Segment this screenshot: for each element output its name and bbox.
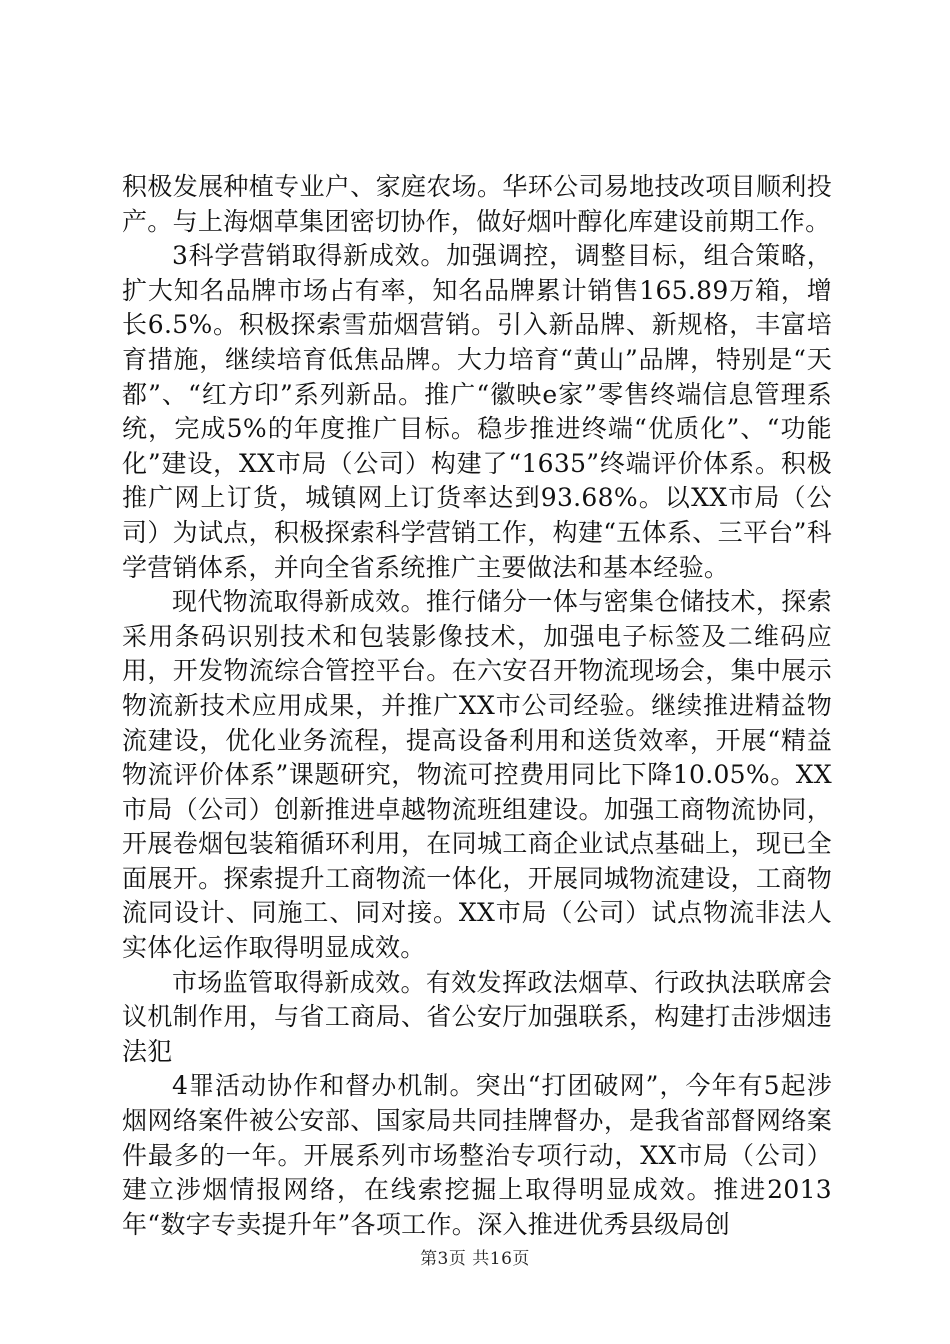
document-body bbox=[122, 170, 832, 1242]
page-footer: 第3页 共16页 bbox=[420, 1249, 530, 1269]
paragraph-5: 4罪活动协作和督办机制。突出“打团破网”，今年有5起涉烟网络案件被公安部、国家局共同挂牌督办，是我省部督网络案件最多的一年。开展系列市场整治专项行动，XX市局（公司）建立涉烟情报网络，在线索挖掘上取得明显成效。推进2013年“数字专卖提升年”各项工作。深入推进优秀县级局创 bbox=[122, 1071, 832, 1239]
paragraph-1: 积极发展种植专业户、家庭农场。华环公司易地技改项目顺利投产。与上海烟草集团密切协作，做好烟叶醇化库建设前期工作。 bbox=[122, 172, 832, 236]
paragraph-4: 市场监管取得新成效。有效发挥政法烟草、行政执法联席会议机制作用，与省工商局、省公安厅加强联系，构建打击涉烟违法犯 bbox=[122, 967, 832, 1066]
paragraph-2: 3科学营销取得新成效。加强调控，调整目标，组合策略，扩大知名品牌市场占有率，知名品牌累计销售165.89万箱，增长6.5%。积极探索雪茄烟营销。引入新品牌、新规格，丰富培育措施，继续培育低焦品牌。大力培育“黄山”品牌，特别是“天都”、“红方印”系列新品。推广“徽映e家”零售终端信息管理系统，完成5%的年度推广目标。稳步推进终端“优质化”、“功能化”建设，XX市局（公司）构建了“1635”终端评价体系。积极推广网上订货，城镇网上订货率达到93.68%。以XX市局（公司）为试点，积极探索科学营销工作，构建“五体系、三平台”科学营销体系，并向全省系统推广主要做法和基本经验。 bbox=[122, 241, 832, 582]
paragraph-3: 现代物流取得新成效。推行储分一体与密集仓储技术，探索采用条码识别技术和包装影像技术，加强电子标签及二维码应用，开发物流综合管控平台。在六安召开物流现场会，集中展示物流新技术应用成果，并推广XX市公司经验。继续推进精益物流建设，优化业务流程，提高设备利用和送货效率，开展“精益物流评价体系”课题研究，物流可控费用同比下降10.05%。XX市局（公司）创新推进卓越物流班组建设。加强工商物流协同，开展卷烟包装箱循环利用，在同城工商企业试点基础上，现已全面展开。探索提升工商物流一体化，开展同城物流建设，工商物流同设计、同施工、同对接。XX市局（公司）试点物流非法人实体化运作取得明显成效。 bbox=[122, 587, 832, 963]
